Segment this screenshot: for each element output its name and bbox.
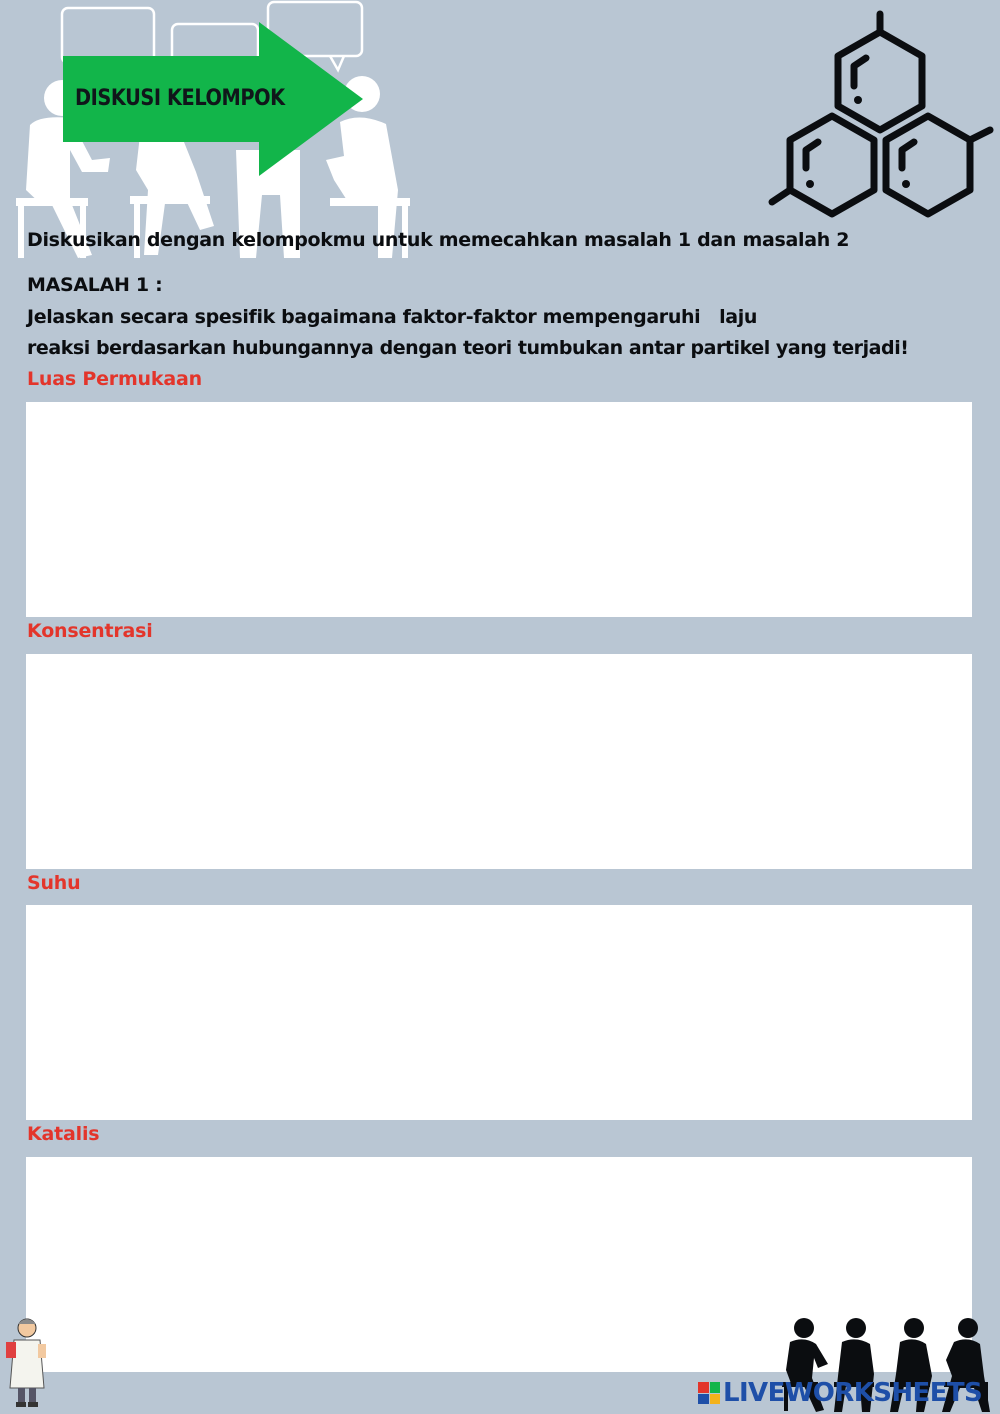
answer-box-luas-permukaan[interactable] [26, 402, 972, 617]
liveworksheets-logo-icon [698, 1382, 720, 1404]
instruction-text: Diskusikan dengan kelompokmu untuk memecahkan masalah 1 dan masalah 2 [27, 229, 850, 251]
liveworksheets-watermark [698, 1378, 982, 1408]
section-label-konsentrasi: Konsentrasi [27, 620, 153, 642]
section-label-suhu: Suhu [27, 872, 81, 894]
scientist-icon [4, 1314, 50, 1410]
badge-label: DISKUSI KELOMPOK [75, 86, 285, 111]
problem-text-line-2: reaksi berdasarkan hubungannya dengan teori tumbukan antar partikel yang terjadi! [27, 337, 909, 359]
answer-box-konsentrasi[interactable] [26, 654, 972, 869]
section-label-luas-permukaan: Luas Permukaan [27, 368, 202, 390]
benzene-molecule-icon [762, 8, 996, 228]
brand-text: LIVEWORKSHEETS [723, 1378, 983, 1408]
section-label-katalis: Katalis [27, 1123, 100, 1145]
problem-title: MASALAH 1 : [27, 274, 163, 296]
problem-text-line-1: Jelaskan secara spesifik bagaimana faktor-faktor mempengaruhi laju [27, 306, 758, 328]
answer-box-suhu[interactable] [26, 905, 972, 1120]
